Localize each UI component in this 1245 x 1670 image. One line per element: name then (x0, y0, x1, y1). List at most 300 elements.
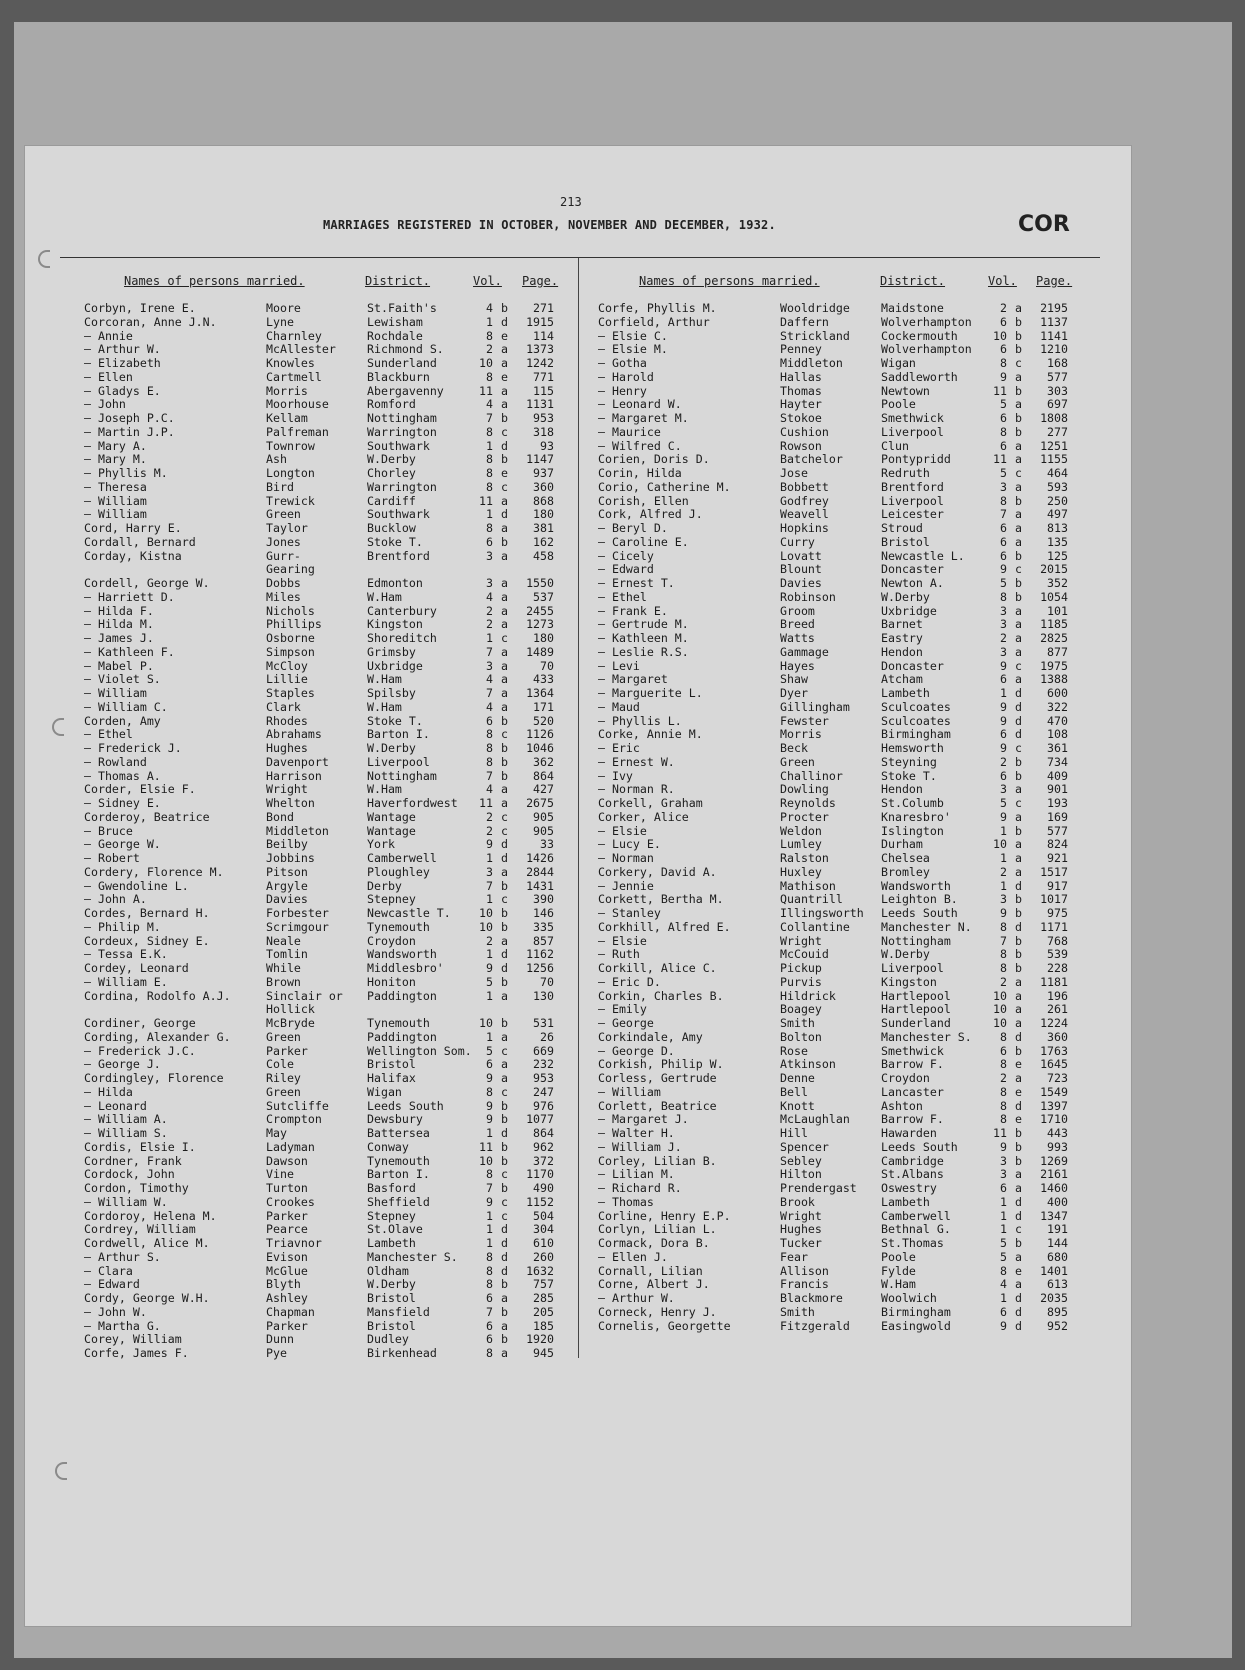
entry-let: c (501, 727, 508, 742)
entry-vol: 1 (1000, 878, 1007, 893)
entry-district: Camberwell (367, 851, 437, 865)
entry-district: Chelsea (881, 851, 930, 865)
entry-spouse: Staples (266, 686, 315, 700)
entry-name: — Elsie C. (598, 328, 668, 343)
entry-name: — Margaret J. (598, 1112, 689, 1127)
entry-vol: 1 (486, 892, 493, 907)
entry-spouse: Taylor (266, 521, 308, 535)
entry-vol: 4 (486, 589, 493, 604)
entry-name: — Wilfred C. (598, 438, 682, 453)
entry-vol: 11 (479, 493, 493, 508)
entry-district: Poole (881, 397, 916, 412)
entry-vol: 1 (486, 988, 493, 1003)
entry-vol: 6 (1000, 672, 1007, 687)
entry-vol: 8 (1000, 947, 1007, 962)
entry-let: a (1015, 397, 1022, 412)
entry-let: b (501, 1139, 508, 1154)
entry-district: Wolverhampton (881, 314, 972, 329)
entry-page: 108 (1047, 727, 1068, 742)
entry-let: a (1015, 837, 1022, 852)
entry-spouse: Bond (266, 809, 294, 824)
entry-spouse: Rhodes (266, 713, 308, 728)
entry-let: a (1015, 782, 1022, 797)
entry-page: 409 (1047, 768, 1068, 783)
entry-spouse: Wright (780, 933, 822, 948)
entry-let: c (1015, 562, 1022, 577)
entry-name: — Stanley (598, 906, 661, 920)
entry-let: b (1015, 768, 1022, 783)
right-header-page: Page. (1036, 274, 1073, 288)
entry-vol: 5 (1000, 1236, 1007, 1250)
entry-vol: 10 (993, 988, 1007, 1003)
entry-page: 1364 (526, 686, 554, 700)
entry-let: a (1015, 301, 1022, 315)
entry-vol: 8 (486, 754, 493, 769)
entry-district: Blackburn (367, 369, 430, 384)
entry-let: a (501, 493, 508, 508)
entry-vol: 3 (1000, 892, 1007, 907)
entry-district: Stoke T. (367, 534, 423, 549)
entry-page: 857 (533, 933, 554, 948)
entry-district: Saddleworth (881, 369, 958, 384)
entry-spouse: Turton (266, 1181, 308, 1195)
entry-let: b (1015, 754, 1022, 769)
entry-vol: 3 (486, 548, 493, 563)
entry-let: a (501, 1346, 508, 1360)
entry-spouse: Beilby (266, 837, 308, 852)
entry-spouse: Ashley (266, 1291, 308, 1305)
entry-spouse: Quantrill (780, 892, 843, 907)
entry-name: — Cicely (598, 548, 654, 563)
entry-page: 921 (1047, 851, 1068, 865)
entry-name: Corday, Kistna (84, 548, 182, 563)
entry-let: c (1015, 1222, 1022, 1237)
entry-spouse: Ralston (780, 851, 829, 865)
entry-page: 114 (533, 328, 554, 343)
entry-district: W.Derby (881, 947, 930, 962)
entry-let: a (501, 1057, 508, 1072)
entry-page: 1347 (1040, 1208, 1068, 1223)
entry-spouse: Wright (266, 782, 308, 797)
entry-district: Brentford (881, 479, 944, 494)
entry-spouse: McAllester (266, 342, 336, 357)
entry-let: a (501, 397, 508, 412)
entry-district: Tynemouth (367, 919, 430, 934)
entry-spouse: Scrimgour (266, 919, 329, 934)
entry-spouse: Procter (780, 809, 829, 824)
entry-spouse: Prendergast (780, 1181, 857, 1195)
entry-let: a (1015, 534, 1022, 549)
entry-let: b (1015, 383, 1022, 398)
page-number: 213 (560, 195, 582, 209)
entry-let: b (1015, 411, 1022, 425)
entry-name: Cordner, Frank (84, 1153, 182, 1168)
entry-district: Abergavenny (367, 383, 444, 398)
entry-let: c (501, 1043, 508, 1058)
entry-district: Birmingham (881, 727, 951, 742)
entry-vol: 2 (486, 603, 493, 618)
entry-page: 937 (533, 466, 554, 480)
entry-spouse: Lumley (780, 837, 822, 852)
left-header-vol: Vol. (473, 274, 502, 288)
entry-spouse: Harrison (266, 768, 322, 783)
entry-vol: 6 (486, 1318, 493, 1333)
entry-name: Corkett, Bertha M. (598, 892, 724, 907)
entry-page: 539 (1047, 947, 1068, 962)
entry-name: Corderoy, Beatrice (84, 809, 210, 824)
entry-let: a (501, 644, 508, 659)
entry-let: b (1015, 1236, 1022, 1250)
entry-name: — Norman (598, 851, 654, 865)
entry-spouse: Parker (266, 1208, 308, 1223)
entry-vol: 1 (1000, 851, 1007, 865)
entry-spouse: Evison (266, 1249, 308, 1264)
entry-spouse: Knowles (266, 356, 315, 370)
entry-let: a (1015, 1016, 1022, 1030)
entry-district: St.Albans (881, 1167, 944, 1182)
entry-let: b (501, 1112, 508, 1127)
entry-page: 877 (1047, 644, 1068, 659)
entry-let: d (1015, 727, 1022, 742)
entry-name: Cordey, Leonard (84, 961, 189, 975)
entry-district: Leighton B. (881, 892, 958, 907)
entry-page: 260 (533, 1249, 554, 1264)
entry-spouse: Shaw (780, 672, 808, 687)
entry-name: — Harold (598, 369, 654, 384)
entry-vol: 8 (1000, 424, 1007, 439)
entry-page: 905 (533, 809, 554, 824)
entry-vol: 8 (486, 452, 493, 467)
entry-spouse: Parker (266, 1318, 308, 1333)
entry-district: Knaresbro' (881, 809, 951, 824)
entry-name: Cordall, Bernard (84, 534, 196, 549)
entry-vol: 3 (1000, 782, 1007, 797)
entry-spouse: McCouid (780, 947, 829, 962)
entry-name: — Robert (84, 851, 140, 865)
entry-page: 1251 (1040, 438, 1068, 453)
entry-name: Cordiner, George (84, 1016, 196, 1030)
entry-name: Cormack, Dora B. (598, 1236, 710, 1250)
entry-name: Cordock, John (84, 1167, 175, 1182)
entry-let: c (501, 1208, 508, 1223)
entry-page: 180 (533, 507, 554, 522)
entry-district: Doncaster (881, 658, 944, 673)
entry-spouse: Breed (780, 617, 815, 632)
entry-page: 144 (1047, 1236, 1068, 1250)
entry-page: 1054 (1040, 589, 1068, 604)
header-rule (60, 257, 1100, 258)
entry-spouse: Hayes (780, 658, 815, 673)
entry-spouse: Vine (266, 1167, 294, 1182)
entry-vol: 6 (1000, 438, 1007, 453)
entry-spouse: Dunn (266, 1332, 294, 1347)
entry-district: Liverpool (881, 493, 944, 508)
entry-spouse: Blackmore (780, 1291, 843, 1305)
entry-district: Lambeth (881, 1194, 930, 1209)
entry-page: 1808 (1040, 411, 1068, 425)
entry-vol: 1 (1000, 1222, 1007, 1237)
entry-spouse: Cushion (780, 424, 829, 439)
entry-name: — Martin J.P. (84, 424, 175, 439)
entry-let: e (501, 369, 508, 384)
entry-spouse: Neale (266, 933, 301, 948)
entry-vol: 9 (1000, 1139, 1007, 1154)
entry-let: d (501, 1126, 508, 1140)
entry-page: 304 (533, 1222, 554, 1237)
entry-name: Corne, Albert J. (598, 1277, 710, 1292)
entry-spouse: Fitzgerald (780, 1318, 850, 1333)
entry-let: c (501, 823, 508, 838)
entry-spouse: Robinson (780, 589, 836, 604)
entry-district: W.Derby (367, 452, 416, 467)
entry-let: d (501, 947, 508, 962)
entry-name: — Kathleen F. (84, 644, 175, 659)
entry-let: c (501, 809, 508, 824)
entry-name: — Ernest W. (598, 754, 675, 769)
entry-district: St.Thomas (881, 1236, 944, 1250)
entry-page: 1975 (1040, 658, 1068, 673)
entry-name: Cordy, George W.H. (84, 1291, 210, 1305)
entry-let: c (1015, 658, 1022, 673)
entry-vol: 10 (479, 906, 493, 920)
entry-district: Sculcoates (881, 713, 951, 728)
column-divider (578, 258, 579, 1358)
entry-name: — Margaret (598, 672, 668, 687)
entry-vol: 3 (1000, 617, 1007, 632)
entry-vol: 7 (486, 768, 493, 783)
entry-district: Islington (881, 823, 944, 838)
entry-district: Nottingham (367, 411, 437, 425)
entry-vol: 8 (486, 1167, 493, 1182)
entry-name: Corey, William (84, 1332, 182, 1347)
entry-spouse: Wright (780, 1208, 822, 1223)
entry-name: — William (84, 493, 147, 508)
entry-vol: 8 (486, 466, 493, 480)
entry-spouse: Parker (266, 1043, 308, 1058)
entry-district: W.Ham (367, 699, 402, 714)
entry-spouse: McCloy (266, 658, 308, 673)
entry-let: a (501, 383, 508, 398)
entry-page: 146 (533, 906, 554, 920)
entry-district: Hartlepool (881, 988, 951, 1003)
entry-let: b (1015, 892, 1022, 907)
entry-spouse: Pickup (780, 961, 822, 975)
entry-spouse: Cole (266, 1057, 294, 1072)
entry-vol: 10 (479, 1016, 493, 1030)
entry-let: b (501, 974, 508, 989)
entry-vol: 5 (486, 1043, 493, 1058)
entry-name: — Norman R. (598, 782, 675, 797)
entry-district: W.Derby (881, 589, 930, 604)
entry-spouse: Hill (780, 1126, 808, 1140)
entry-vol: 9 (1000, 809, 1007, 824)
entry-spouse: Kellam (266, 411, 308, 425)
entry-spouse: Denne (780, 1071, 815, 1085)
entry-district: Stepney (367, 1208, 416, 1223)
entry-spouse: Palfreman (266, 424, 329, 439)
entry-page: 70 (540, 974, 554, 989)
entry-district: Birkenhead (367, 1346, 437, 1360)
entry-name: — John (84, 397, 126, 412)
entry-district: Newcastle L. (881, 548, 965, 563)
entry-let: d (501, 1222, 508, 1237)
entry-let: b (1015, 424, 1022, 439)
entry-district: Barnet (881, 617, 923, 632)
entry-name: — Ivy (598, 768, 633, 783)
entry-page: 130 (533, 988, 554, 1003)
entry-vol: 4 (486, 699, 493, 714)
entry-name: — John A. (84, 892, 147, 907)
entry-spouse: Morris (780, 727, 822, 742)
entry-let: a (1015, 438, 1022, 453)
entry-page: 600 (1047, 686, 1068, 700)
entry-page: 1210 (1040, 342, 1068, 357)
entry-page: 162 (533, 534, 554, 549)
page-title: MARRIAGES REGISTERED IN OCTOBER, NOVEMBER AND DECEMBER, 1932. (323, 218, 776, 232)
entry-vol: 10 (993, 837, 1007, 852)
entry-district: Ploughley (367, 864, 430, 879)
entry-page: 1077 (526, 1112, 554, 1127)
entry-vol: 8 (1000, 1029, 1007, 1044)
entry-name: — Mary A. (84, 438, 147, 453)
entry-spouse: Boagey (780, 1002, 822, 1017)
entry-spouse: Brown (266, 974, 301, 989)
entry-spouse: Challinor (780, 768, 843, 783)
entry-let: d (1015, 686, 1022, 700)
entry-name: — Arthur W. (598, 1291, 675, 1305)
entry-district: Bromley (881, 864, 930, 879)
entry-vol: 8 (486, 479, 493, 494)
entry-spouse: Rowson (780, 438, 822, 453)
entry-district: Middlesbro' (367, 961, 444, 975)
entry-page: 895 (1047, 1304, 1068, 1319)
entry-vol: 1 (486, 1126, 493, 1140)
entry-name: Corkish, Philip W. (598, 1057, 724, 1072)
entry-page: 1710 (1040, 1112, 1068, 1127)
entry-name: — James J. (84, 631, 154, 645)
entry-name: — Joseph P.C. (84, 411, 175, 425)
entry-name: Cornall, Lilian (598, 1263, 703, 1278)
entry-page: 1388 (1040, 672, 1068, 687)
entry-let: a (1015, 1277, 1022, 1292)
entry-page: 734 (1047, 754, 1068, 769)
entry-vol: 8 (1000, 1263, 1007, 1278)
entry-spouse: Davenport (266, 754, 329, 769)
entry-page: 864 (533, 1126, 554, 1140)
entry-page: 723 (1047, 1071, 1068, 1085)
entry-let: a (1015, 452, 1022, 467)
entry-district: Leicester (881, 507, 944, 522)
entry-vol: 1 (486, 1029, 493, 1044)
entry-spouse: Gammage (780, 644, 829, 659)
entry-page: 191 (1047, 1222, 1068, 1237)
entry-name: — Ethel (598, 589, 647, 604)
entry-district: Uxbridge (367, 658, 423, 673)
entry-let: d (1015, 1194, 1022, 1209)
entry-name: Corcoran, Anne J.N. (84, 314, 217, 329)
entry-page: 390 (533, 892, 554, 907)
entry-page: 993 (1047, 1139, 1068, 1154)
entry-let: b (501, 452, 508, 467)
entry-district: Steyning (881, 754, 937, 769)
entry-spouse: Hollick (266, 1002, 315, 1017)
entry-spouse: Nichols (266, 603, 315, 618)
entry-spouse: Jose (780, 466, 808, 480)
entry-page: 1162 (526, 947, 554, 962)
entry-let: b (1015, 1126, 1022, 1140)
entry-spouse: Curry (780, 534, 815, 549)
entry-spouse: Stokoe (780, 411, 822, 425)
entry-vol: 1 (1000, 1194, 1007, 1209)
entry-let: e (1015, 1263, 1022, 1278)
entry-let: c (501, 1167, 508, 1182)
right-header-vol: Vol. (988, 274, 1017, 288)
entry-district: Richmond S. (367, 342, 444, 357)
entry-page: 33 (540, 837, 554, 852)
entry-let: d (501, 507, 508, 522)
entry-page: 697 (1047, 397, 1068, 412)
entry-spouse: Bird (266, 479, 294, 494)
entry-vol: 2 (1000, 1071, 1007, 1085)
entry-page: 497 (1047, 507, 1068, 522)
entry-spouse: Weldon (780, 823, 822, 838)
entry-district: Manchester S. (367, 1249, 458, 1264)
entry-spouse: Strickland (780, 328, 850, 343)
entry-district: W.Derby (367, 1277, 416, 1292)
entry-vol: 8 (486, 727, 493, 742)
entry-let: a (1015, 1249, 1022, 1264)
entry-spouse: Hughes (266, 741, 308, 755)
entry-let: b (501, 754, 508, 769)
entry-vol: 4 (486, 782, 493, 797)
entry-district: York (367, 837, 395, 852)
entry-page: 1256 (526, 961, 554, 975)
entry-name: — Arthur S. (84, 1249, 161, 1264)
entry-vol: 6 (1000, 1043, 1007, 1058)
entry-spouse: Green (266, 507, 301, 522)
entry-vol: 1 (486, 1222, 493, 1237)
entry-page: 2161 (1040, 1167, 1068, 1182)
entry-let: c (501, 631, 508, 645)
entry-page: 372 (533, 1153, 554, 1168)
entry-page: 2675 (526, 796, 554, 810)
entry-page: 975 (1047, 906, 1068, 920)
entry-vol: 2 (486, 809, 493, 824)
entry-let: a (1015, 603, 1022, 618)
entry-district: Lewisham (367, 314, 423, 329)
entry-spouse: Crompton (266, 1112, 322, 1127)
entry-name: — Maurice (598, 424, 661, 439)
entry-name: — Tessa E.K. (84, 947, 168, 962)
entry-vol: 2 (486, 617, 493, 632)
entry-district: Bristol (367, 1057, 416, 1072)
entry-name: — Bruce (84, 823, 133, 838)
entry-district: Cardiff (367, 493, 416, 508)
entry-vol: 3 (1000, 603, 1007, 618)
entry-spouse: Jones (266, 534, 301, 549)
entry-vol: 8 (486, 741, 493, 755)
entry-name: — Gwendoline L. (84, 878, 189, 893)
entry-let: b (501, 741, 508, 755)
entry-district: Hendon (881, 782, 923, 797)
entry-page: 1269 (1040, 1153, 1068, 1168)
entry-name: — Eric D. (598, 974, 661, 989)
entry-page: 1242 (526, 356, 554, 370)
entry-district: Liverpool (367, 754, 430, 769)
entry-name: — William W. (84, 1194, 168, 1209)
entry-district: Bristol (881, 534, 930, 549)
entry-name: Corley, Lilian B. (598, 1153, 717, 1168)
